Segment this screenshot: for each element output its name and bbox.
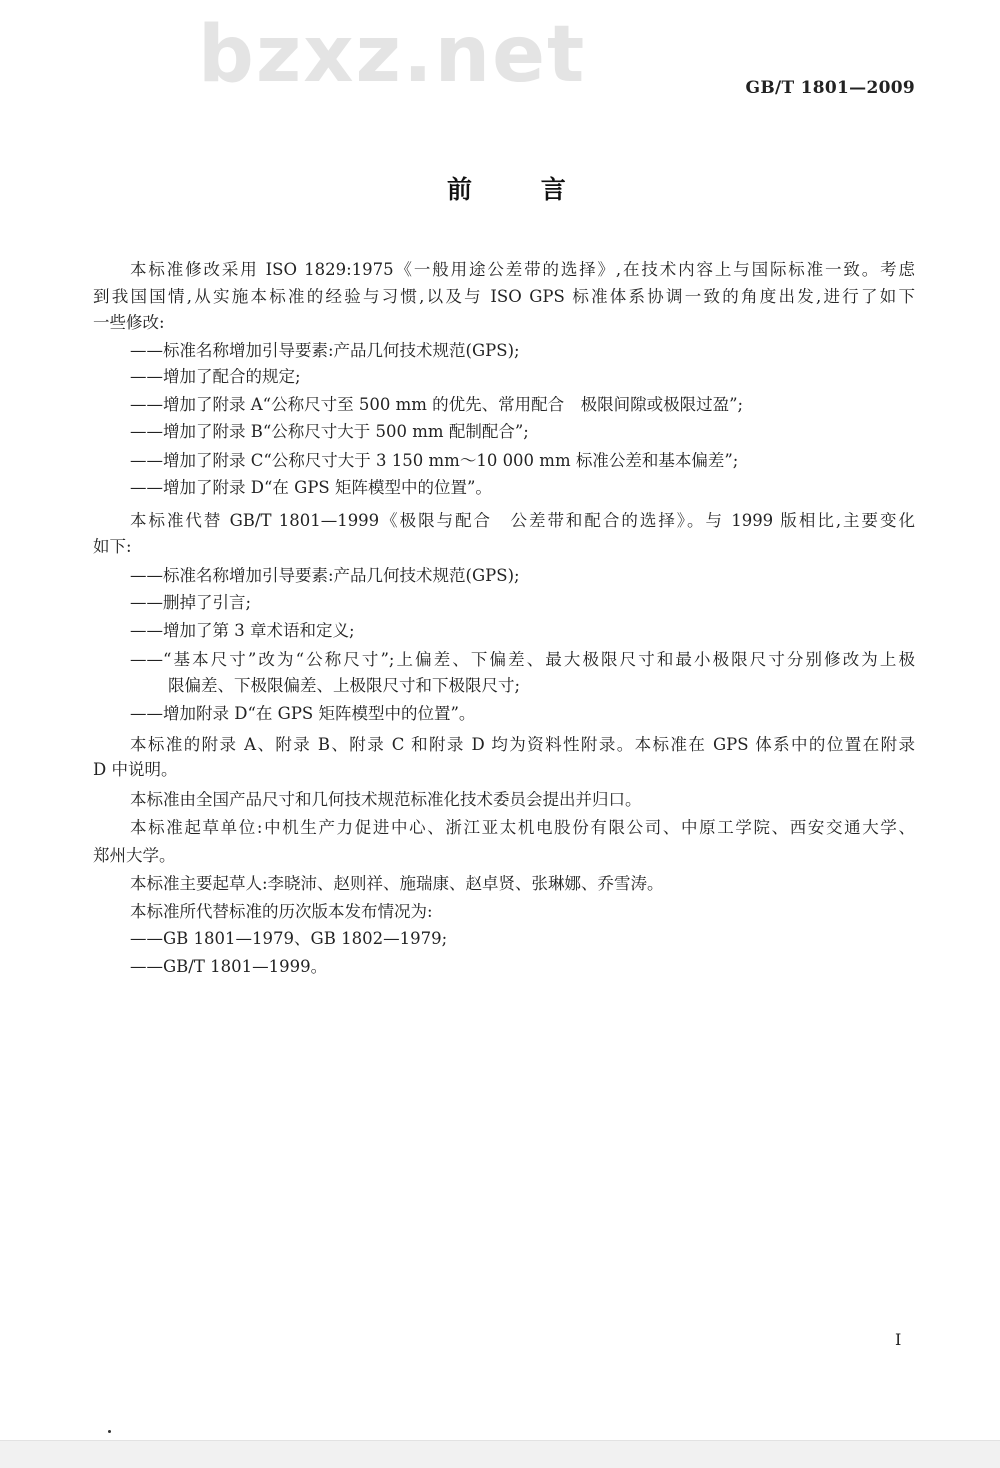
paragraph-line: 本标准起草单位:中机生产力促进中心、浙江亚太机电股份有限公司、中原工学院、西安交通大学、 (130, 818, 915, 837)
paragraph-line: 本标准主要起草人:李晓沛、赵则祥、施瑞康、赵卓贤、张琳娜、乔雪涛。 (130, 874, 664, 893)
list-item: ——增加了附录 A“公称尺寸至 500 mm 的优先、常用配合 极限间隙或极限过盈”; (130, 395, 744, 414)
page-number: I (895, 1330, 902, 1349)
paragraph-line: 本标准由全国产品尺寸和几何技术规范标准化技术委员会提出并归口。 (130, 790, 642, 809)
list-item: ——“基本尺寸”改为“公称尺寸”;上偏差、下偏差、最大极限尺寸和最小极限尺寸分别修改为上极 (130, 650, 915, 669)
list-item: ——增加附录 D“在 GPS 矩阵模型中的位置”。 (130, 704, 476, 723)
list-item: ——GB/T 1801—1999。 (130, 957, 328, 976)
standard-number: GB/T 1801—2009 (745, 78, 915, 98)
paragraph-line: 本标准修改采用 ISO 1829:1975《一般用途公差带的选择》,在技术内容上与国际标准一致。考虑 (130, 260, 915, 279)
paragraph-line: 本标准所代替标准的历次版本发布情况为: (130, 902, 433, 921)
bottom-scan-edge (0, 1440, 1000, 1468)
watermark: bzxz.net (198, 10, 587, 100)
list-item: ——增加了第 3 章术语和定义; (130, 621, 355, 640)
paragraph-line: 郑州大学。 (93, 846, 176, 865)
page-title: 前 言 (447, 175, 596, 204)
paragraph-line: 一些修改: (93, 313, 165, 332)
paragraph-line: 如下: (93, 537, 132, 556)
list-item-continuation: 限偏差、下极限偏差、上极限尺寸和下极限尺寸; (168, 676, 521, 695)
list-item: ——删掉了引言; (130, 593, 252, 612)
list-item: ——增加了附录 D“在 GPS 矩阵模型中的位置”。 (130, 478, 492, 497)
paragraph-line: 到我国国情,从实施本标准的经验与习惯,以及与 ISO GPS 标准体系协调一致的角度出发,进行了如下 (93, 287, 915, 306)
list-item: ——增加了附录 C“公称尺寸大于 3 150 mm～10 000 mm 标准公差和基本偏差”; (130, 451, 739, 470)
paragraph-line: 本标准代替 GB/T 1801—1999《极限与配合 公差带和配合的选择》。与 1999 版相比,主要变化 (130, 511, 915, 530)
paragraph-line: D 中说明。 (93, 760, 178, 779)
list-item: ——增加了附录 B“公称尺寸大于 500 mm 配制配合”; (130, 422, 529, 441)
list-item: ——标准名称增加引导要素:产品几何技术规范(GPS); (130, 566, 520, 585)
list-item: ——标准名称增加引导要素:产品几何技术规范(GPS); (130, 341, 520, 360)
list-item: ——GB 1801—1979、GB 1802—1979; (130, 929, 448, 948)
scan-speck (108, 1430, 111, 1433)
paragraph-line: 本标准的附录 A、附录 B、附录 C 和附录 D 均为资料性附录。本标准在 GPS 体系中的位置在附录 (130, 735, 915, 754)
list-item: ——增加了配合的规定; (130, 367, 301, 386)
